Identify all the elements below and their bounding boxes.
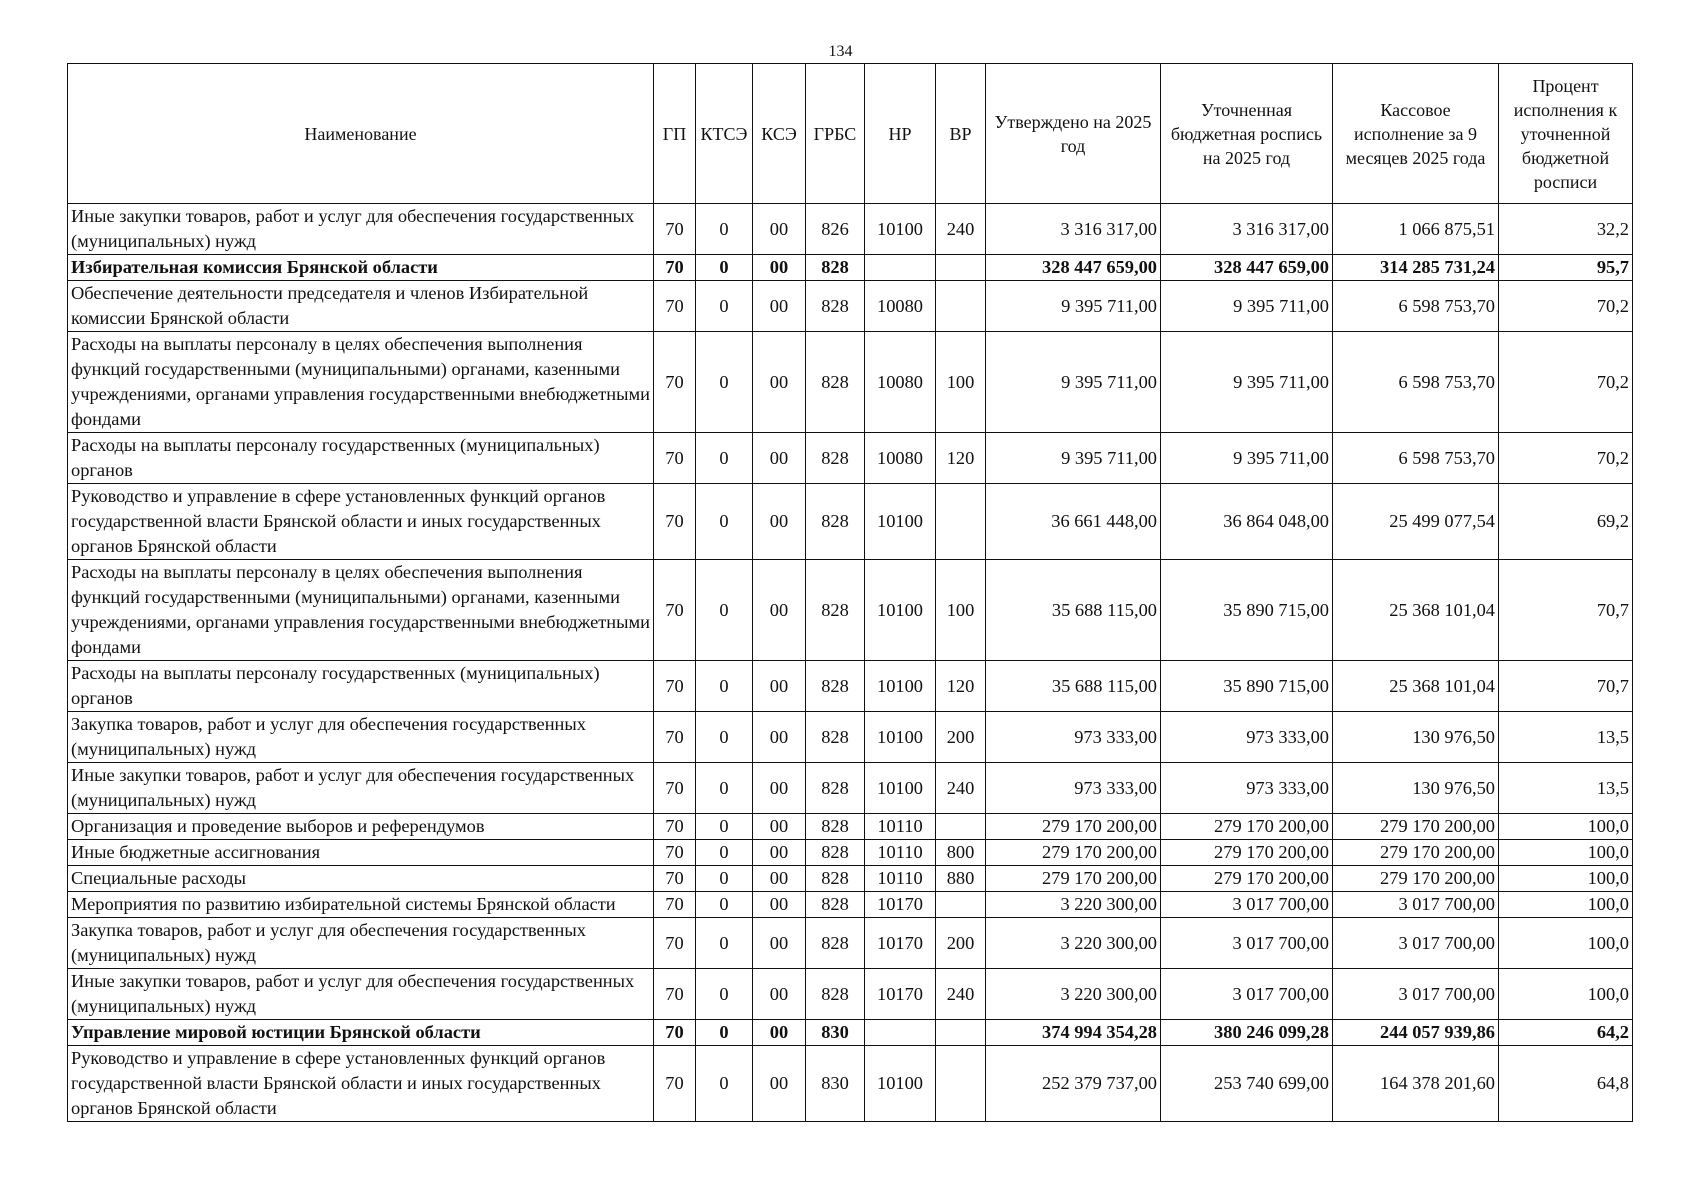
row-approved: 279 170 200,00 (986, 866, 1161, 892)
row-ktse: 0 (696, 763, 753, 814)
row-kse: 00 (753, 332, 806, 433)
row-gp: 70 (654, 969, 696, 1020)
row-ktse: 0 (696, 255, 753, 281)
row-ktse: 0 (696, 281, 753, 332)
row-gp: 70 (654, 281, 696, 332)
row-percent: 70,7 (1499, 560, 1633, 661)
row-grbs: 830 (806, 1046, 865, 1122)
row-nr (865, 255, 936, 281)
row-approved: 252 379 737,00 (986, 1046, 1161, 1122)
row-refined: 328 447 659,00 (1161, 255, 1333, 281)
row-kse: 00 (753, 892, 806, 918)
row-percent: 95,7 (1499, 255, 1633, 281)
row-approved: 3 316 317,00 (986, 204, 1161, 255)
header-percent: Процент исполнения к уточненной бюджетной росписи (1499, 64, 1633, 204)
row-vr: 240 (936, 969, 986, 1020)
row-name: Иные закупки товаров, работ и услуг для обеспечения государственных (муниципальных) нужд (68, 204, 654, 255)
row-nr: 10100 (865, 661, 936, 712)
row-gp: 70 (654, 840, 696, 866)
row-approved: 9 395 711,00 (986, 332, 1161, 433)
row-grbs: 828 (806, 840, 865, 866)
row-nr: 10170 (865, 892, 936, 918)
row-nr: 10100 (865, 560, 936, 661)
table-row (68, 560, 1633, 661)
row-percent: 64,8 (1499, 1046, 1633, 1122)
row-gp: 70 (654, 1020, 696, 1046)
row-gp: 70 (654, 712, 696, 763)
row-refined: 973 333,00 (1161, 712, 1333, 763)
row-refined: 9 395 711,00 (1161, 332, 1333, 433)
table-row (68, 1046, 1633, 1122)
row-vr (936, 484, 986, 560)
row-approved: 374 994 354,28 (986, 1020, 1161, 1046)
row-percent: 70,2 (1499, 281, 1633, 332)
row-name: Иные бюджетные ассигнования (68, 840, 654, 866)
row-executed: 244 057 939,86 (1333, 1020, 1499, 1046)
row-kse: 00 (753, 969, 806, 1020)
row-approved: 973 333,00 (986, 763, 1161, 814)
row-executed: 3 017 700,00 (1333, 969, 1499, 1020)
row-ktse: 0 (696, 866, 753, 892)
row-refined: 3 017 700,00 (1161, 918, 1333, 969)
row-ktse: 0 (696, 560, 753, 661)
row-grbs: 828 (806, 814, 865, 840)
row-kse: 00 (753, 763, 806, 814)
row-nr: 10100 (865, 204, 936, 255)
table-row (68, 332, 1633, 433)
row-executed: 279 170 200,00 (1333, 866, 1499, 892)
row-grbs: 828 (806, 255, 865, 281)
row-refined: 973 333,00 (1161, 763, 1333, 814)
row-executed: 3 017 700,00 (1333, 892, 1499, 918)
table-row (68, 918, 1633, 969)
table-row (68, 763, 1633, 814)
row-percent: 100,0 (1499, 892, 1633, 918)
row-gp: 70 (654, 484, 696, 560)
row-approved: 328 447 659,00 (986, 255, 1161, 281)
row-nr: 10110 (865, 814, 936, 840)
row-refined: 35 890 715,00 (1161, 661, 1333, 712)
row-vr: 240 (936, 204, 986, 255)
row-approved: 3 220 300,00 (986, 918, 1161, 969)
row-nr: 10110 (865, 840, 936, 866)
row-percent: 70,2 (1499, 433, 1633, 484)
row-percent: 13,5 (1499, 712, 1633, 763)
row-refined: 3 316 317,00 (1161, 204, 1333, 255)
row-approved: 279 170 200,00 (986, 814, 1161, 840)
row-name: Закупка товаров, работ и услуг для обеспечения государственных (муниципальных) нужд (68, 918, 654, 969)
table-row (68, 484, 1633, 560)
row-nr: 10100 (865, 484, 936, 560)
row-executed: 164 378 201,60 (1333, 1046, 1499, 1122)
row-percent: 13,5 (1499, 763, 1633, 814)
row-executed: 25 368 101,04 (1333, 560, 1499, 661)
row-name: Организация и проведение выборов и референдумов (68, 814, 654, 840)
table-row (68, 204, 1633, 255)
row-grbs: 828 (806, 332, 865, 433)
row-gp: 70 (654, 204, 696, 255)
table-row (68, 712, 1633, 763)
row-refined: 3 017 700,00 (1161, 892, 1333, 918)
row-grbs: 830 (806, 1020, 865, 1046)
row-ktse: 0 (696, 204, 753, 255)
row-gp: 70 (654, 332, 696, 433)
row-kse: 00 (753, 281, 806, 332)
row-grbs: 828 (806, 866, 865, 892)
row-name: Руководство и управление в сфере установленных функций органов государственной власти Брянской области и иных государственных органов Брянской области (68, 1046, 654, 1122)
row-grbs: 828 (806, 560, 865, 661)
row-refined: 253 740 699,00 (1161, 1046, 1333, 1122)
row-kse: 00 (753, 661, 806, 712)
row-vr: 800 (936, 840, 986, 866)
page-number: 134 (828, 43, 853, 60)
row-refined: 9 395 711,00 (1161, 281, 1333, 332)
row-grbs: 828 (806, 918, 865, 969)
row-grbs: 828 (806, 661, 865, 712)
row-name: Иные закупки товаров, работ и услуг для обеспечения государственных (муниципальных) нужд (68, 969, 654, 1020)
row-refined: 279 170 200,00 (1161, 814, 1333, 840)
row-percent: 70,2 (1499, 332, 1633, 433)
row-nr (865, 1020, 936, 1046)
header-gp: ГП (654, 64, 696, 204)
row-percent: 64,2 (1499, 1020, 1633, 1046)
row-approved: 973 333,00 (986, 712, 1161, 763)
header-refined: Уточненная бюджетная роспись на 2025 год (1161, 64, 1333, 204)
row-executed: 25 499 077,54 (1333, 484, 1499, 560)
row-name: Избирательная комиссия Брянской области (68, 255, 654, 281)
row-nr: 10100 (865, 1046, 936, 1122)
row-approved: 36 661 448,00 (986, 484, 1161, 560)
row-name: Расходы на выплаты персоналу в целях обеспечения выполнения функций государственными (муниципальными) органами, казенными учреждениями, органами управления государственными внебюджетными фондами (68, 560, 654, 661)
row-approved: 279 170 200,00 (986, 840, 1161, 866)
row-approved: 3 220 300,00 (986, 892, 1161, 918)
table-row (68, 892, 1633, 918)
row-grbs: 828 (806, 712, 865, 763)
row-ktse: 0 (696, 918, 753, 969)
row-vr (936, 892, 986, 918)
row-grbs: 828 (806, 763, 865, 814)
row-gp: 70 (654, 866, 696, 892)
row-nr: 10100 (865, 763, 936, 814)
row-name: Мероприятия по развитию избирательной системы Брянской области (68, 892, 654, 918)
row-executed: 25 368 101,04 (1333, 661, 1499, 712)
row-kse: 00 (753, 204, 806, 255)
row-name: Расходы на выплаты персоналу в целях обеспечения выполнения функций государственными (муниципальными) органами, казенными учреждениями, органами управления государственными внебюджетными фондами (68, 332, 654, 433)
row-vr: 240 (936, 763, 986, 814)
row-executed: 1 066 875,51 (1333, 204, 1499, 255)
row-ktse: 0 (696, 712, 753, 763)
row-kse: 00 (753, 840, 806, 866)
table-row (68, 433, 1633, 484)
row-executed: 3 017 700,00 (1333, 918, 1499, 969)
row-kse: 00 (753, 1046, 806, 1122)
table-row (68, 281, 1633, 332)
row-refined: 35 890 715,00 (1161, 560, 1333, 661)
row-percent: 69,2 (1499, 484, 1633, 560)
row-nr: 10080 (865, 281, 936, 332)
table-row-section (68, 1020, 1633, 1046)
header-executed: Кассовое исполнение за 9 месяцев 2025 года (1333, 64, 1499, 204)
row-approved: 35 688 115,00 (986, 560, 1161, 661)
row-ktse: 0 (696, 1020, 753, 1046)
row-gp: 70 (654, 814, 696, 840)
row-name: Расходы на выплаты персоналу государственных (муниципальных) органов (68, 433, 654, 484)
row-gp: 70 (654, 560, 696, 661)
row-approved: 9 395 711,00 (986, 281, 1161, 332)
table-header-row (68, 64, 1633, 204)
row-refined: 279 170 200,00 (1161, 866, 1333, 892)
row-kse: 00 (753, 484, 806, 560)
row-grbs: 828 (806, 484, 865, 560)
row-nr: 10110 (865, 866, 936, 892)
header-grbs: ГРБС (806, 64, 865, 204)
row-vr (936, 814, 986, 840)
table-row (68, 840, 1633, 866)
row-vr (936, 281, 986, 332)
row-ktse: 0 (696, 433, 753, 484)
row-approved: 3 220 300,00 (986, 969, 1161, 1020)
row-kse: 00 (753, 712, 806, 763)
header-name: Наименование (68, 64, 654, 204)
row-vr: 100 (936, 560, 986, 661)
row-ktse: 0 (696, 814, 753, 840)
row-vr (936, 1046, 986, 1122)
header-ktse: КТСЭ (696, 64, 753, 204)
row-executed: 130 976,50 (1333, 712, 1499, 763)
row-ktse: 0 (696, 484, 753, 560)
row-nr: 10080 (865, 433, 936, 484)
row-gp: 70 (654, 433, 696, 484)
row-refined: 3 017 700,00 (1161, 969, 1333, 1020)
table-row-section (68, 255, 1633, 281)
table-row (68, 814, 1633, 840)
row-percent: 100,0 (1499, 840, 1633, 866)
row-kse: 00 (753, 560, 806, 661)
row-vr: 120 (936, 661, 986, 712)
row-gp: 70 (654, 255, 696, 281)
row-executed: 130 976,50 (1333, 763, 1499, 814)
row-percent: 100,0 (1499, 969, 1633, 1020)
row-kse: 00 (753, 1020, 806, 1046)
row-vr: 200 (936, 918, 986, 969)
table-row (68, 661, 1633, 712)
row-refined: 380 246 099,28 (1161, 1020, 1333, 1046)
row-kse: 00 (753, 918, 806, 969)
row-grbs: 828 (806, 969, 865, 1020)
row-gp: 70 (654, 1046, 696, 1122)
row-kse: 00 (753, 255, 806, 281)
row-ktse: 0 (696, 661, 753, 712)
row-approved: 9 395 711,00 (986, 433, 1161, 484)
row-percent: 100,0 (1499, 814, 1633, 840)
header-nr: НР (865, 64, 936, 204)
row-percent: 32,2 (1499, 204, 1633, 255)
table-row (68, 969, 1633, 1020)
table-row (68, 866, 1633, 892)
row-vr (936, 255, 986, 281)
row-executed: 6 598 753,70 (1333, 433, 1499, 484)
row-gp: 70 (654, 763, 696, 814)
row-gp: 70 (654, 661, 696, 712)
row-percent: 100,0 (1499, 866, 1633, 892)
row-grbs: 828 (806, 433, 865, 484)
row-refined: 279 170 200,00 (1161, 840, 1333, 866)
row-refined: 9 395 711,00 (1161, 433, 1333, 484)
row-executed: 279 170 200,00 (1333, 840, 1499, 866)
row-approved: 35 688 115,00 (986, 661, 1161, 712)
row-ktse: 0 (696, 332, 753, 433)
row-percent: 70,7 (1499, 661, 1633, 712)
row-vr (936, 1020, 986, 1046)
row-ktse: 0 (696, 969, 753, 1020)
row-gp: 70 (654, 918, 696, 969)
row-name: Руководство и управление в сфере установленных функций органов государственной власти Брянской области и иных государственных органов Брянской области (68, 484, 654, 560)
header-kse: КСЭ (753, 64, 806, 204)
row-grbs: 826 (806, 204, 865, 255)
row-name: Управление мировой юстиции Брянской области (68, 1020, 654, 1046)
row-refined: 36 864 048,00 (1161, 484, 1333, 560)
row-nr: 10170 (865, 918, 936, 969)
row-percent: 100,0 (1499, 918, 1633, 969)
budget-table (67, 63, 1633, 1122)
row-grbs: 828 (806, 892, 865, 918)
row-gp: 70 (654, 892, 696, 918)
row-name: Специальные расходы (68, 866, 654, 892)
row-vr: 880 (936, 866, 986, 892)
row-nr: 10170 (865, 969, 936, 1020)
row-grbs: 828 (806, 281, 865, 332)
row-ktse: 0 (696, 1046, 753, 1122)
row-name: Обеспечение деятельности председателя и членов Избирательной комиссии Брянской области (68, 281, 654, 332)
row-executed: 6 598 753,70 (1333, 332, 1499, 433)
row-vr: 120 (936, 433, 986, 484)
row-executed: 6 598 753,70 (1333, 281, 1499, 332)
row-nr: 10100 (865, 712, 936, 763)
header-approved: Утверждено на 2025 год (986, 64, 1161, 204)
row-ktse: 0 (696, 892, 753, 918)
row-ktse: 0 (696, 840, 753, 866)
row-vr: 200 (936, 712, 986, 763)
header-vr: ВР (936, 64, 986, 204)
row-name: Иные закупки товаров, работ и услуг для обеспечения государственных (муниципальных) нужд (68, 763, 654, 814)
row-kse: 00 (753, 866, 806, 892)
row-nr: 10080 (865, 332, 936, 433)
row-kse: 00 (753, 814, 806, 840)
row-vr: 100 (936, 332, 986, 433)
row-executed: 279 170 200,00 (1333, 814, 1499, 840)
row-name: Закупка товаров, работ и услуг для обеспечения государственных (муниципальных) нужд (68, 712, 654, 763)
row-name: Расходы на выплаты персоналу государственных (муниципальных) органов (68, 661, 654, 712)
row-executed: 314 285 731,24 (1333, 255, 1499, 281)
row-kse: 00 (753, 433, 806, 484)
